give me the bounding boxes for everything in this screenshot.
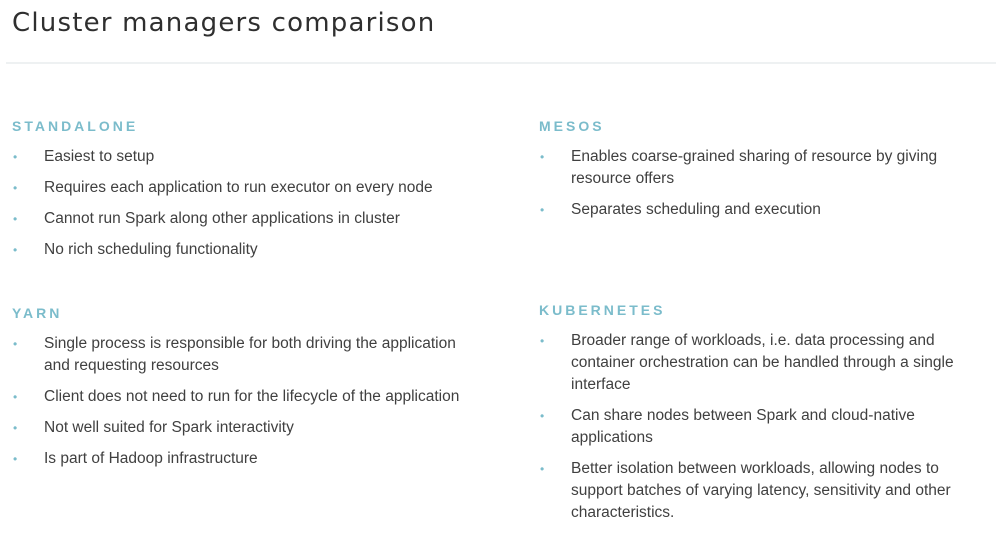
list-item: • Is part of Hadoop infrastructure [12,448,482,470]
page-title: Cluster managers comparison [12,8,436,38]
mesos-list [539,146,979,221]
section-heading-standalone: STANDALONE [12,118,139,134]
bullet-icon: • [540,462,545,476]
list-item: • Separates scheduling and execution [539,199,979,221]
list-item: • Easiest to setup [12,146,482,168]
list-item: • Not well suited for Spark interactivity [12,417,482,439]
bullet-icon: • [540,409,545,423]
bullet-icon: • [13,421,18,435]
section-heading-yarn: YARN [12,305,63,321]
list-item: • Enables coarse-grained sharing of resource by giving resource offers [540,148,938,187]
bullet-icon: • [13,452,18,466]
bullet-icon: • [13,390,18,404]
list-item: • Can share nodes between Spark and cloud-native applications [540,407,915,446]
section-yarn [12,305,482,479]
kubernetes-list [539,330,979,524]
list-item: • Single process is responsible for both driving the application and requesting resources [13,335,456,374]
list-item: • Cannot run Spark along other applications in cluster [12,208,482,230]
title-divider [6,62,996,64]
section-heading-kubernetes: KUBERNETES [539,302,666,318]
standalone-list [12,146,482,261]
bullet-icon: • [540,334,545,348]
list-item: • Broader range of workloads, i.e. data processing and container orchestration can be handled through a single interface [540,332,954,393]
yarn-list [12,333,482,470]
bullet-icon: • [13,150,18,164]
bullet-icon: • [540,203,545,217]
list-item: • Requires each application to run executor on every node [12,177,482,199]
section-standalone [12,118,482,270]
bullet-icon: • [13,181,18,195]
list-item: • Better isolation between workloads, allowing nodes to support batches of varying latency, sensitivity and other characteristics. [540,460,951,521]
section-heading-mesos: MESOS [539,118,605,134]
section-kubernetes [539,302,979,533]
bullet-icon: • [13,212,18,226]
list-item: • Client does not need to run for the lifecycle of the application [12,386,482,408]
list-item: • No rich scheduling functionality [12,239,482,261]
bullet-icon: • [13,337,18,351]
bullet-icon: • [540,150,545,164]
section-mesos [539,118,979,230]
bullet-icon: • [13,243,18,257]
